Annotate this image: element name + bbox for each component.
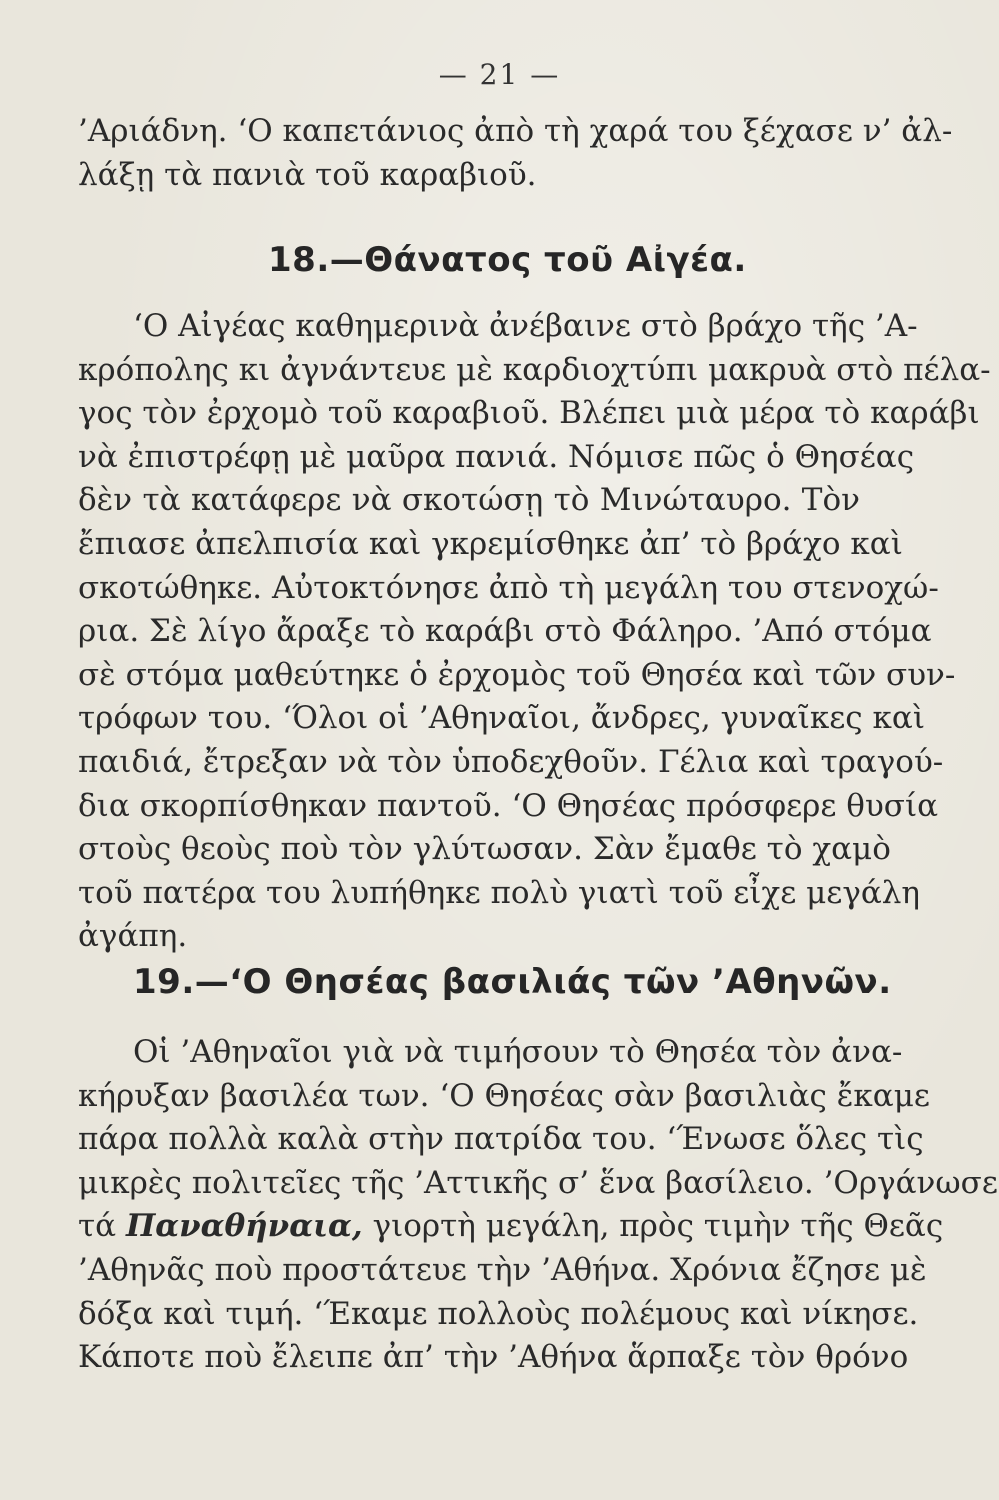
text-fragment: γιορτὴ μεγάλη, πρὸς τιμὴν τῆς Θεᾶς xyxy=(372,1208,944,1245)
section-19-heading: 19.—‘Ο Θησέας βασιλιάς τῶν ’Αθηνῶν. xyxy=(133,962,892,1002)
text-line: παιδιά, ἔτρεξαν νὰ τὸν ὑποδεχθοῦν. Γέλια καὶ τραγού- xyxy=(78,743,944,780)
text-line: μικρὲς πολιτεῖες τῆς ’Αττικῆς σ’ ἕνα βασίλειο. ’Οργάνωσε xyxy=(78,1164,998,1201)
text-line: Κάποτε ποὺ ἔλειπε ἀπ’ τὴν ’Αθήνα ἅρπαξε τὸν θρόνο xyxy=(78,1339,909,1376)
text-line: πάρα πολλὰ καλὰ στὴν πατρίδα του. ‘Ένωσε ὅλες τὶς xyxy=(78,1121,924,1158)
text-line: δια σκορπίσθηκαν παντοῦ. ‘Ο Θησέας πρόσφερε θυσία xyxy=(78,787,939,824)
text-line: ’Αριάδνη. ‘Ο καπετάνιος ἀπὸ τὴ χαρά του ξέχασε ν’ ἀλ- xyxy=(78,113,953,149)
panathenaia-emphasis: Παναθήναια, xyxy=(125,1208,363,1245)
text-line: κρόπολης κι ἀγνάντευε μὲ καρδιοχτύπι μακρυὰ στὸ πέλα- xyxy=(78,351,991,388)
text-line: ’Αθηνᾶς ποὺ προστάτευε τὴν ’Αθήνα. Χρόνια ἔζησε μὲ xyxy=(78,1251,927,1288)
text-line: ‘Ο Αἰγέας καθημερινὰ ἀνέβαινε στὸ βράχο τῆς ’Α- xyxy=(133,308,918,344)
text-line: τοῦ πατέρα του λυπήθηκε πολὺ γιατὶ τοῦ εἶχε μεγάλη xyxy=(78,874,920,911)
text-fragment: τά xyxy=(78,1208,117,1245)
text-line: σὲ στόμα μαθεύτηκε ὁ ἐρχομὸς τοῦ Θησέα καὶ τῶν συν- xyxy=(78,656,956,693)
text-line: κήρυξαν βασιλέα των. ‘Ο Θησέας σὰν βασιλιὰς ἔκαμε xyxy=(78,1077,930,1114)
page-number: — 21 — xyxy=(438,58,561,91)
text-line: ἀγάπη. xyxy=(78,918,188,955)
text-line: δόξα καὶ τιμή. ‘Έκαμε πολλοὺς πολέμους καὶ νίκησε. xyxy=(78,1295,919,1332)
text-line: τρόφων του. ‘Όλοι οἱ ’Αθηναῖοι, ἄνδρες, γυναῖκες καὶ xyxy=(78,700,925,737)
text-line: λάξῃ τὰ πανιὰ τοῦ καραβιοῦ. xyxy=(78,156,537,193)
text-line: Οἱ ’Αθηναῖοι γιὰ νὰ τιμήσουν τὸ Θησέα τὸν ἀνα- xyxy=(133,1034,903,1070)
text-line: σκοτώθηκε. Αὐτοκτόνησε ἀπὸ τὴ μεγάλη του στενοχώ- xyxy=(78,569,939,606)
text-line: γος τὸν ἐρχομὸ τοῦ καραβιοῦ. Βλέπει μιὰ μέρα τὸ καράβι xyxy=(78,395,980,432)
text-line: νὰ ἐπιστρέφῃ μὲ μαῦρα πανιά. Νόμισε πῶς ὁ Θησέας xyxy=(78,438,915,475)
text-line: δὲν τὰ κατάφερε νὰ σκοτώσῃ τὸ Μινώταυρο. Τὸν xyxy=(78,482,860,519)
text-line: ἔπιασε ἀπελπισία καὶ γκρεμίσθηκε ἀπ’ τὸ βράχο καὶ xyxy=(78,525,903,562)
text-line: στοὺς θεοὺς ποὺ τὸν γλύτωσαν. Σὰν ἔμαθε τὸ χαμὸ xyxy=(78,831,891,868)
intro-paragraph xyxy=(78,110,953,197)
text-line xyxy=(78,1205,944,1249)
section-18-paragraph xyxy=(78,305,991,959)
section-19-paragraph xyxy=(78,1031,998,1380)
text-line: ρια. Σὲ λίγο ἄραξε τὸ καράβι στὸ Φάληρο. ’Από στόμα xyxy=(78,613,932,650)
section-18-heading: 18.—Θάνατος τοῦ Αἰγέα. xyxy=(268,240,747,280)
